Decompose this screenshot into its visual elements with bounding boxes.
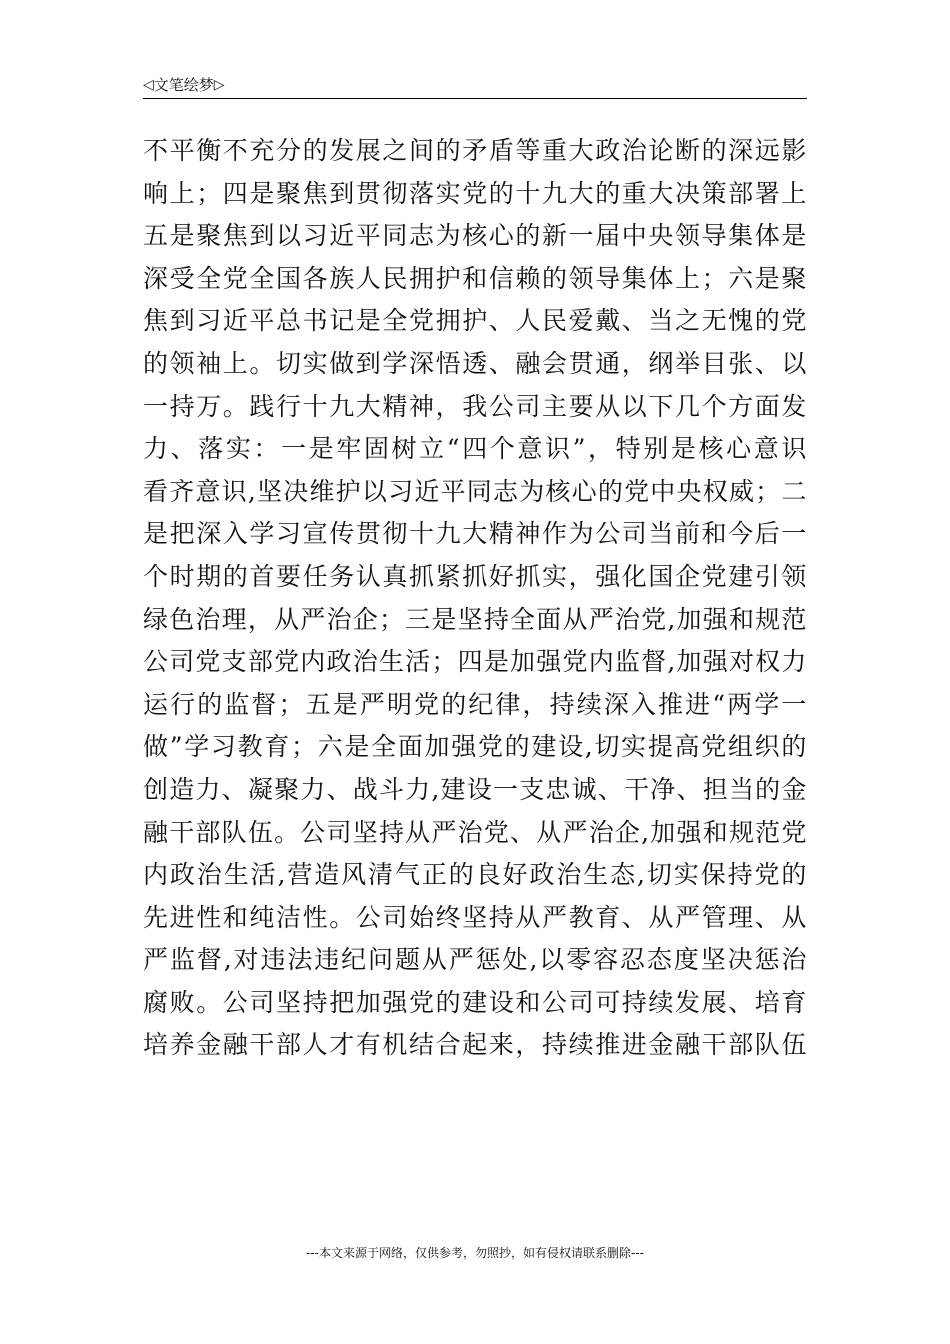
body-line: 融干部队伍。公司坚持从严治党、从严治企,加强和规范党 <box>143 817 807 847</box>
document-body <box>143 130 807 1067</box>
body-line: 绿色治理，从严治企；三是坚持全面从严治党,加强和规范 <box>143 604 807 634</box>
body-line: 响上；四是聚焦到贯彻落实党的十九大的重大决策部署上 <box>143 178 807 208</box>
body-line: 公司党支部党内政治生活；四是加强党内监督,加强对权力 <box>143 647 807 677</box>
body-line: 运行的监督；五是严明党的纪律，持续深入推进“两学一 <box>143 689 807 719</box>
body-line: 先进性和纯洁性。公司始终坚持从严教育、从严管理、从 <box>143 902 807 932</box>
body-line: 内政治生活,营造风清气正的良好政治生态,切实保持党的 <box>143 860 807 890</box>
header-title-text: 文笔绘梦 <box>153 76 214 94</box>
body-line: 五是聚焦到以习近平同志为核心的新一届中央领导集体是 <box>143 221 807 251</box>
page-header <box>143 76 807 99</box>
body-line: 焦到习近平总书记是全党拥护、人民爱戴、当之无愧的党 <box>143 306 807 336</box>
body-line: 一持万。践行十九大精神，我公司主要从以下几个方面发 <box>143 391 807 421</box>
body-line: 看齐意识,坚决维护以习近平同志为核心的党中央权威；二 <box>143 476 807 506</box>
body-line: 培养金融干部人才有机结合起来，持续推进金融干部队伍 <box>143 1030 807 1060</box>
body-line: 是把深入学习宣传贯彻十九大精神作为公司当前和今后一 <box>143 519 807 549</box>
header-title <box>143 76 225 94</box>
left-triangle-icon: ◁ <box>143 77 154 93</box>
body-line: 严监督,对违法违纪问题从严惩处,以零容忍态度坚决惩治 <box>143 945 807 975</box>
body-line: 个时期的首要任务认真抓紧抓好抓实，强化国企党建引领 <box>143 561 807 591</box>
body-line: 做”学习教育；六是全面加强党的建设,切实提高党组织的 <box>143 732 807 762</box>
body-line: 力、落实：一是牢固树立“四个意识”，特别是核心意识 <box>143 434 807 464</box>
body-line: 的领袖上。切实做到学深悟透、融会贯通，纲举目张、以 <box>143 348 807 378</box>
body-line: 创造力、凝聚力、战斗力,建设一支忠诚、干净、担当的金 <box>143 774 807 804</box>
body-line: 深受全党全国各族人民拥护和信赖的领导集体上；六是聚 <box>143 263 807 293</box>
body-line: 不平衡不充分的发展之间的矛盾等重大政治论断的深远影 <box>143 136 807 165</box>
right-triangle-icon: ▷ <box>213 77 225 93</box>
body-line: 腐败。公司坚持把加强党的建设和公司可持续发展、培育 <box>143 987 807 1017</box>
footer-disclaimer: ---本文来源于网络，仅供参考，勿照抄，如有侵权请联系删除--- <box>306 1246 644 1260</box>
